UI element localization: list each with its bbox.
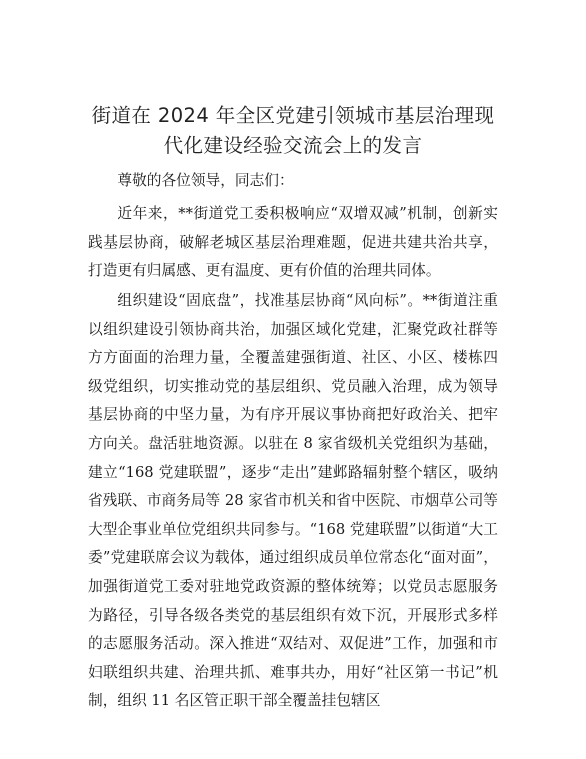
paragraph-1 (88, 200, 498, 286)
salutation-text: 尊敬的各位领导，同志们： (117, 172, 294, 189)
paragraph-2 (88, 287, 498, 716)
paragraph-2-text: 组织建设“固底盘”，找准基层协商“风向标”。**街道注重以组织建设引领协商共治，加强区域化党建，汇聚党政社群等方方面面的治理力量，全覆盖建强街道、社区、小区、楼栋四级党组织，切实推动党的基层组织、党员融入治理，成为领导基层协商的中坚力量，为有序开展议事协商把好政治关、把牢方向关。盘活驻地资源。以驻在 8 家省级机关党组织为基础，建立“168 党建联盟”，逐步“走出”建邺路辐射整个辖区，吸纳省残联、市商务局等 28 家省市机关和省中医院、市烟草公司等大型企事业单位党组织共同参与。“168 党建联盟”以街道“大工委”党建联席会议为载体，通过组织成员单位常态化“面对面”，加强街道党工委对驻地党政资源的整体统筹；以党员志愿服务为路径，引导各级各类党的基层组织有效下沉，开展形式多样的志愿服务活动。深入推进“双结对、双促进”工作，加强和市妇联组织共建、治理共抓、难事共办，用好“社区第一书记”机制，组织 11 名区管正职干部全覆盖挂包辖区 (88, 292, 498, 710)
document-title: 街道在 2024 年全区党建引领城市基层治理现代化建设经验交流会上的发言 (91, 104, 495, 157)
paragraph-1-text: 近年来，**街道党工委积极响应“双增双减”机制，创新实践基层协商，破解老城区基层治理难题，促进共建共治共享，打造更有归属感、更有温度、更有价值的治理共同体。 (88, 205, 498, 280)
salutation (88, 167, 498, 196)
